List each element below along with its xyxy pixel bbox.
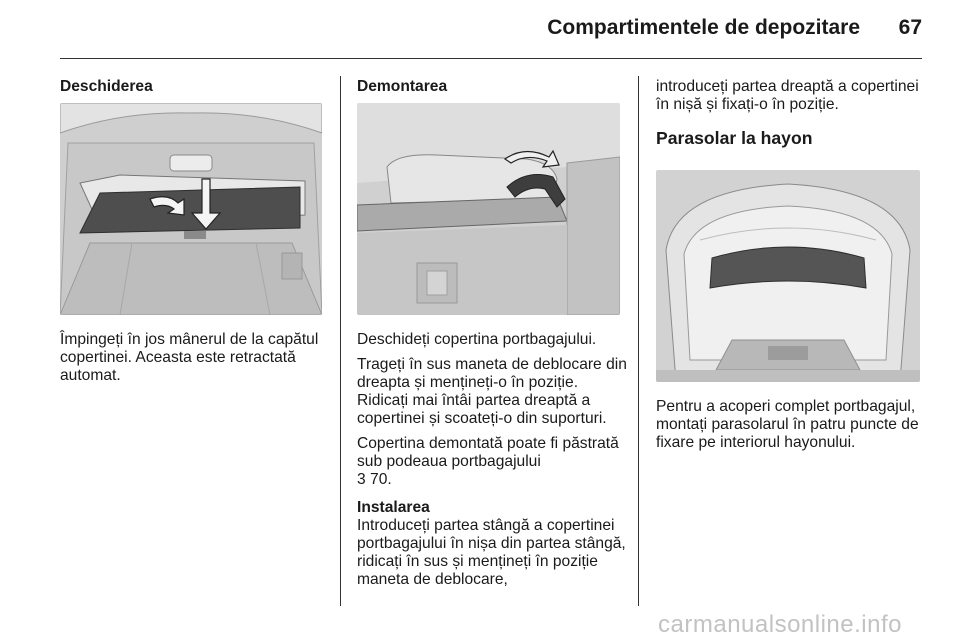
header-divider (60, 58, 922, 59)
section-heading-removal: Demontarea (357, 78, 448, 95)
column-1-text (60, 331, 335, 385)
storage-text: Copertina demontată poate fi păstrată sub podeaua portbagajului (357, 435, 619, 470)
page-reference[interactable]: 70. (365, 471, 392, 488)
column-3-text-top (656, 78, 926, 148)
paragraph-sun-shade: Pentru a acoperi complet portbagajul, montați parasolarul în patru puncte de fixare pe interiorul hayonului. (656, 398, 919, 451)
column-2-text (357, 331, 632, 589)
column-divider-2 (638, 76, 639, 606)
watermark: carmanualsonline.info (658, 611, 902, 638)
section-heading-opening: Deschiderea (60, 78, 153, 95)
paragraph-storage (357, 435, 632, 489)
column-1 (60, 78, 330, 96)
paragraph-opening-instructions: Împingeți în jos mânerul de la capătul copertinei. Aceasta este retractată automat. (60, 331, 319, 384)
column-divider-1 (340, 76, 341, 606)
page-number: 67 (898, 16, 922, 39)
column-2-heading-wrap (357, 78, 627, 96)
figure-cover-opening (60, 103, 322, 315)
page-reference-icon: 3 (357, 471, 366, 488)
paragraph-release-lever: Trageți în sus maneta de deblocare din dreapta și mențineți-o în poziție. Ridicați mai întâi partea dreaptă a copertinei și scoateți-o din suporturi. (357, 356, 627, 427)
page-title: Compartimentele de depozitare (547, 16, 860, 39)
paragraph-installation-continued: introduceți partea dreaptă a copertinei în nișă și fixați-o în poziție. (656, 78, 919, 113)
section-heading-installation: Instalarea (357, 499, 430, 516)
figure-tailgate-sun-shade (656, 170, 920, 382)
section-heading-sun-shade: Parasolar la hayon (656, 128, 813, 148)
paragraph-installation: Introduceți partea stângă a copertinei portbagajului în nișa din partea stângă, ridicați în sus și mențineți în poziție maneta de deblocare, (357, 517, 626, 588)
paragraph-open-cover: Deschideți copertina portbagajului. (357, 331, 597, 348)
column-3-text-bottom (656, 398, 931, 452)
figure-cover-removal (357, 103, 620, 315)
